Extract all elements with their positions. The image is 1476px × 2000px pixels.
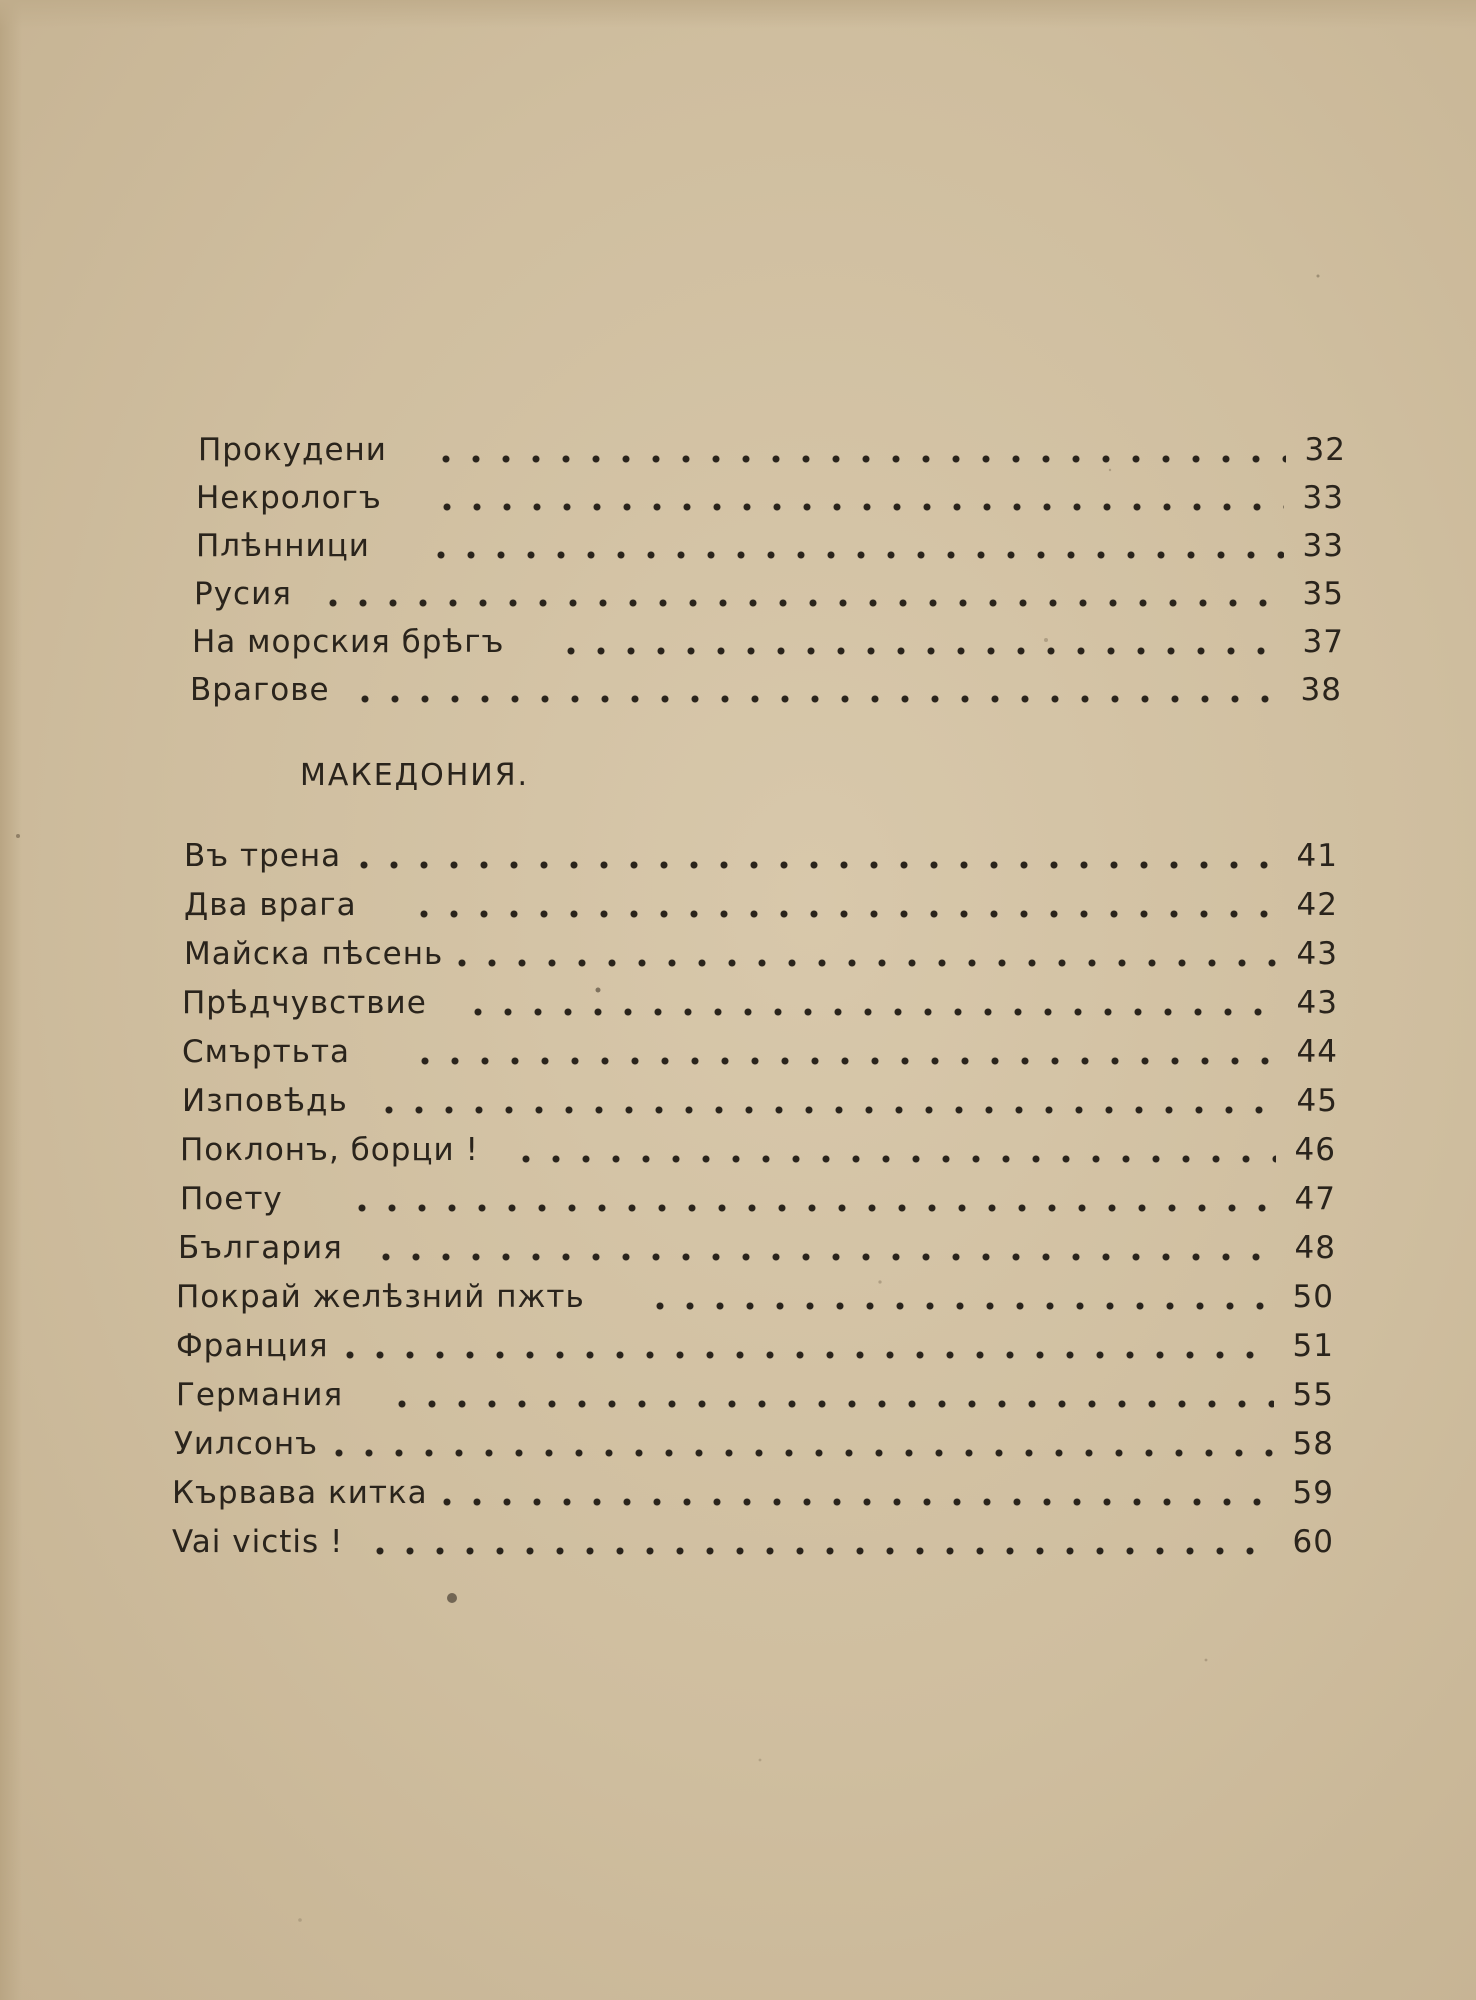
toc-entry-page: 32: [1304, 432, 1346, 468]
toc-entry: [176, 1279, 1334, 1325]
toc-entry-title: Поету: [180, 1181, 283, 1217]
toc-entry-title: Плѣнници: [196, 528, 370, 564]
toc-entry-page: 35: [1302, 576, 1344, 612]
toc-entry: [174, 1426, 1334, 1472]
dot-leader: [645, 1302, 1274, 1310]
toc-entry: [196, 528, 1344, 574]
toc-entry: [194, 576, 1344, 622]
toc-entry-title: На морския брѣгъ: [192, 624, 505, 660]
toc-entry: [172, 1524, 1334, 1570]
toc-entry-title: Германия: [176, 1377, 344, 1413]
toc-entry-title: Врагове: [190, 672, 330, 708]
toc-entry-title: Въ трена: [184, 838, 342, 874]
dot-leader: [511, 1155, 1276, 1163]
toc-entry-title: България: [178, 1230, 343, 1266]
toc-entry-page: 51: [1292, 1328, 1334, 1364]
toc-entry: [180, 1181, 1336, 1227]
toc-entry: [192, 624, 1344, 670]
toc-entry-title: Покрай желѣзний пжть: [176, 1279, 585, 1315]
dot-leader: [347, 1204, 1276, 1212]
toc-entry: [182, 1083, 1338, 1129]
dot-leader: [318, 599, 1284, 607]
toc-entry-title: Прокудени: [198, 432, 387, 468]
toc-entry-title: Поклонъ, борци !: [180, 1132, 479, 1168]
dot-leader: [365, 1547, 1274, 1555]
dot-leader: [432, 1498, 1274, 1506]
section-heading: МАКЕДОНИЯ.: [300, 758, 530, 793]
toc-entry: [176, 1377, 1334, 1423]
toc-entry-page: 37: [1302, 624, 1344, 660]
toc-entry: [180, 1132, 1336, 1178]
toc-entry: [172, 1475, 1334, 1521]
toc-entry: [182, 985, 1338, 1031]
toc-entry-page: 59: [1292, 1475, 1334, 1511]
dot-leader: [335, 1351, 1274, 1359]
toc-entry: [198, 432, 1346, 478]
dot-leader: [556, 647, 1284, 655]
toc-entry-page: 38: [1300, 672, 1342, 708]
toc-entry-title: Vai victis !: [172, 1524, 344, 1560]
dot-leader: [432, 503, 1284, 511]
toc-entry: [184, 838, 1338, 884]
toc-entry-page: 55: [1292, 1377, 1334, 1413]
toc-entry-page: 44: [1296, 1034, 1338, 1070]
toc-entry-page: 46: [1294, 1132, 1336, 1168]
toc-entry-page: 60: [1292, 1524, 1334, 1560]
toc-entry-page: 48: [1294, 1230, 1336, 1266]
toc-entry-page: 47: [1294, 1181, 1336, 1217]
toc-entry: [190, 672, 1342, 718]
toc-entry-title: Русия: [194, 576, 292, 612]
dot-leader: [350, 695, 1282, 703]
toc-entry-page: 50: [1292, 1279, 1334, 1315]
toc-entry-title: Некрологъ: [196, 480, 382, 516]
dot-leader: [463, 1008, 1278, 1016]
toc-entry-title: Франция: [176, 1328, 329, 1364]
dot-leader: [426, 551, 1284, 559]
toc-entry-title: Смъртьта: [182, 1034, 350, 1070]
toc-entry-page: 33: [1302, 528, 1344, 564]
toc-entry-title: Два врага: [184, 887, 357, 923]
toc-entry-page: 58: [1292, 1426, 1334, 1462]
dot-leader: [410, 1057, 1278, 1065]
dot-leader: [387, 1400, 1274, 1408]
dot-leader: [374, 1106, 1278, 1114]
toc-entry: [182, 1034, 1338, 1080]
dot-leader: [409, 910, 1278, 918]
toc-entry-page: 42: [1296, 887, 1338, 923]
toc-entry-page: 45: [1296, 1083, 1338, 1119]
toc-entry: [184, 936, 1338, 982]
toc-entry-page: 43: [1296, 985, 1338, 1021]
toc-entry-title: Уилсонъ: [174, 1426, 319, 1462]
dot-leader: [431, 455, 1286, 463]
toc-entry-title: Кървава китка: [172, 1475, 428, 1511]
toc-entry-title: Прѣдчувствие: [182, 985, 427, 1021]
toc-entry: [196, 480, 1344, 526]
toc-entry-page: 43: [1296, 936, 1338, 972]
dot-leader: [324, 1449, 1274, 1457]
toc-entry-page: 33: [1302, 480, 1344, 516]
toc-entry: [178, 1230, 1336, 1276]
toc-entry-title: Майска пѣсень: [184, 936, 444, 972]
dot-leader: [371, 1253, 1276, 1261]
toc-entry: [176, 1328, 1334, 1374]
dot-leader: [447, 959, 1278, 967]
toc-entry-page: 41: [1296, 838, 1338, 874]
toc-entry: [184, 887, 1338, 933]
dot-leader: [349, 861, 1278, 869]
toc-entry-title: Изповѣдь: [182, 1083, 348, 1119]
